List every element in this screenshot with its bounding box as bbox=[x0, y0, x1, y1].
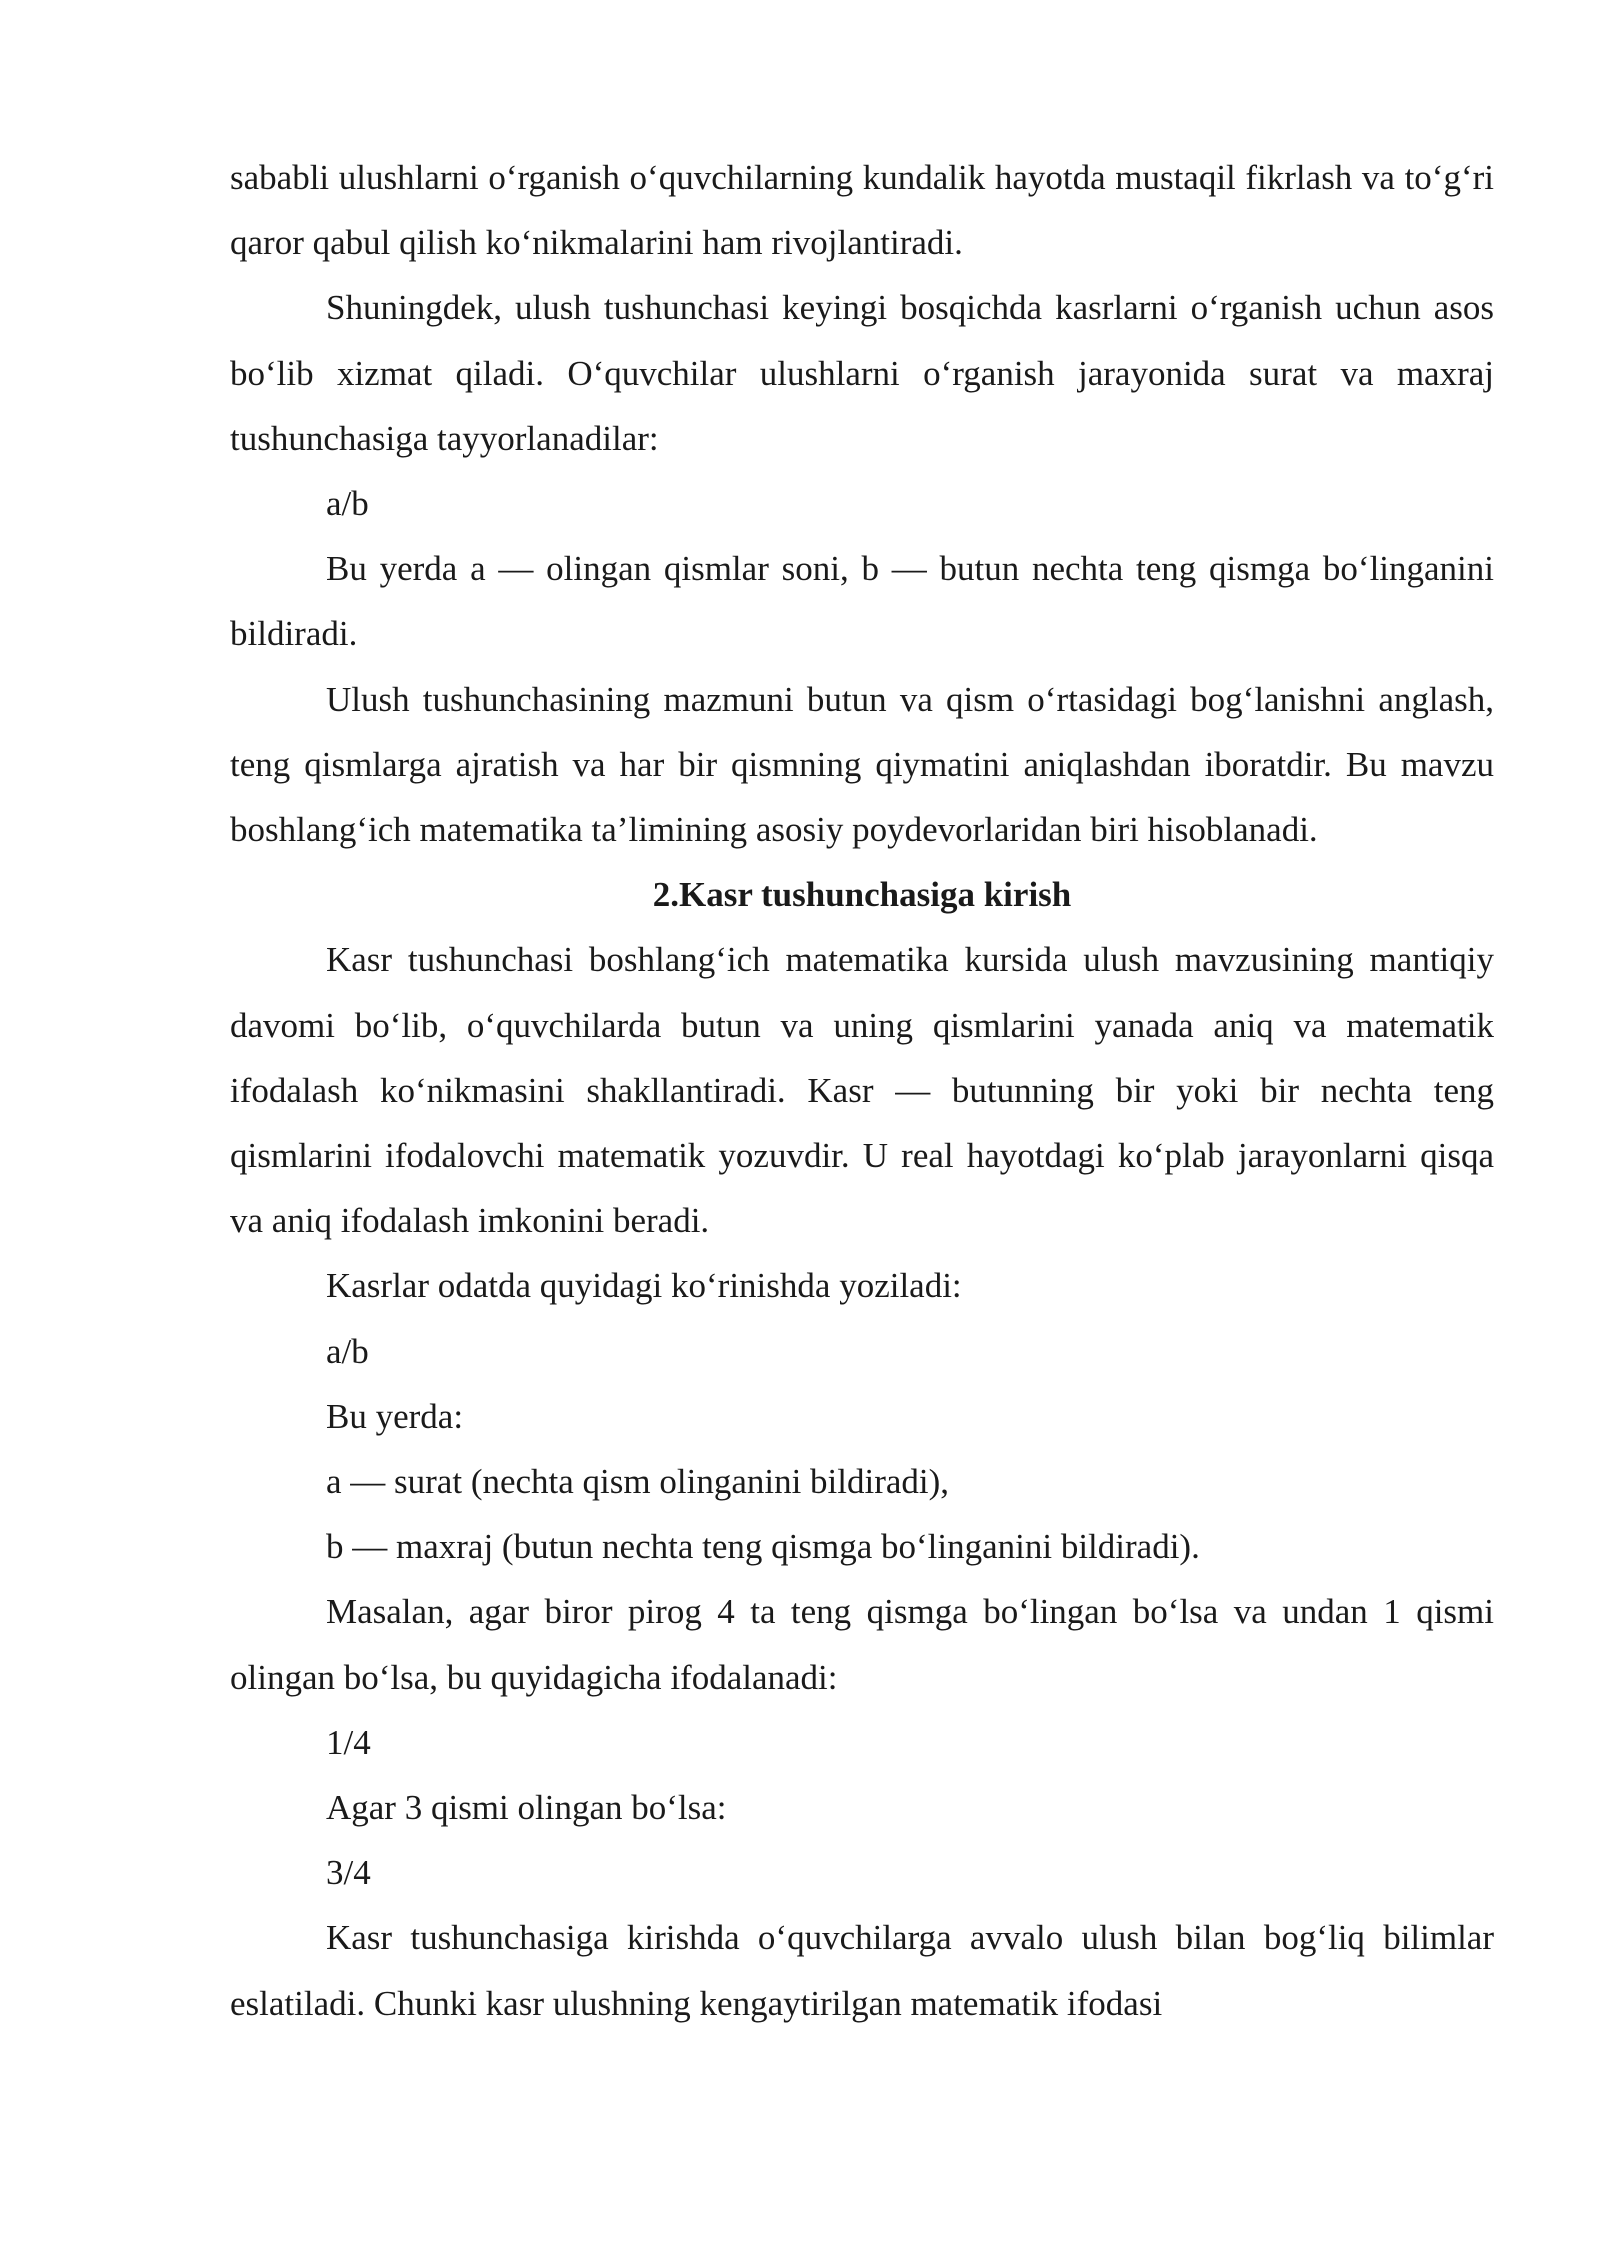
formula-one-quarter: 1/4 bbox=[326, 1722, 371, 1762]
paragraph-intro-continuation: sababli ulushlarni o‘rganish o‘quvchilarning kundalik hayotda mustaqil fikrlash va to‘g‘ri qaror qabul qilish ko‘nikmalarini ham rivojlantiradi. bbox=[230, 158, 1494, 263]
paragraph-pie-example: Masalan, agar biror pirog 4 ta teng qismga bo‘lingan bo‘lsa va undan 1 qismi olingan bo‘lsa, bu quyidagicha ifodalanadi: bbox=[230, 1592, 1494, 1697]
paragraph-fractions-basis: Shuningdek, ulush tushunchasi keyingi bosqichda kasrlarni o‘rganish uchun asos bo‘lib xizmat qiladi. O‘quvchilar ulushlarni o‘rganish jarayonida surat va maxraj tushunchasiga tayyorlanadilar: bbox=[230, 288, 1494, 458]
formula-three-quarters: 3/4 bbox=[326, 1853, 371, 1893]
paragraph-introduction-method: Kasr tushunchasiga kirishda o‘quvchilarga avvalo ulush bilan bog‘liq bilimlar eslatiladi. Chunki kasr ulushning kengaytirilgan matematik ifodasi bbox=[230, 1918, 1494, 2023]
list-item-numerator: a — surat (nechta qism olinganini bildiradi), bbox=[326, 1462, 950, 1502]
section-heading: 2.Kasr tushunchasiga kirish bbox=[652, 875, 1072, 915]
paragraph-fraction-notation: Kasrlar odatda quyidagi ko‘rinishda yoziladi: bbox=[326, 1266, 962, 1306]
paragraph-fraction-definition: Kasr tushunchasi boshlang‘ich matematika kursida ulush mavzusining mantiqiy davomi bo‘lib, o‘quvchilarda butun va uning qismlarini yanada aniq va matematik ifodalash ko‘nikmasini shakllantiradi. Kasr — butunning bir yoki bir nechta teng qismlarini ifodalovchi matematik yozuvdir. U real hayotdagi ko‘plab jarayonlarni qisqa va aniq ifodalash imkonini beradi. bbox=[230, 940, 1494, 1241]
paragraph-here: Bu yerda: bbox=[326, 1396, 464, 1436]
formula-a-over-b: a/b bbox=[326, 484, 369, 524]
formula-a-over-b-2: a/b bbox=[326, 1331, 369, 1371]
list-item-denominator: b — maxraj (butun nechta teng qismga bo‘linganini bildiradi). bbox=[326, 1527, 1200, 1567]
paragraph-concept-meaning: Ulush tushunchasining mazmuni butun va qism o‘rtasidagi bog‘lanishni anglash, teng qismlarga ajratish va har bir qismning qiymatini aniqlashdan iboratdir. Bu mavzu boshlang‘ich matematika ta’limining asosiy poydevorlaridan biri hisoblanadi. bbox=[230, 679, 1494, 850]
paragraph-three-parts: Agar 3 qismi olingan bo‘lsa: bbox=[326, 1788, 727, 1828]
document-page bbox=[230, 145, 1494, 2036]
paragraph-formula-explanation: Bu yerda a — olingan qismlar soni, b — butun nechta teng qismga bo‘linganini bildiradi. bbox=[230, 549, 1494, 654]
